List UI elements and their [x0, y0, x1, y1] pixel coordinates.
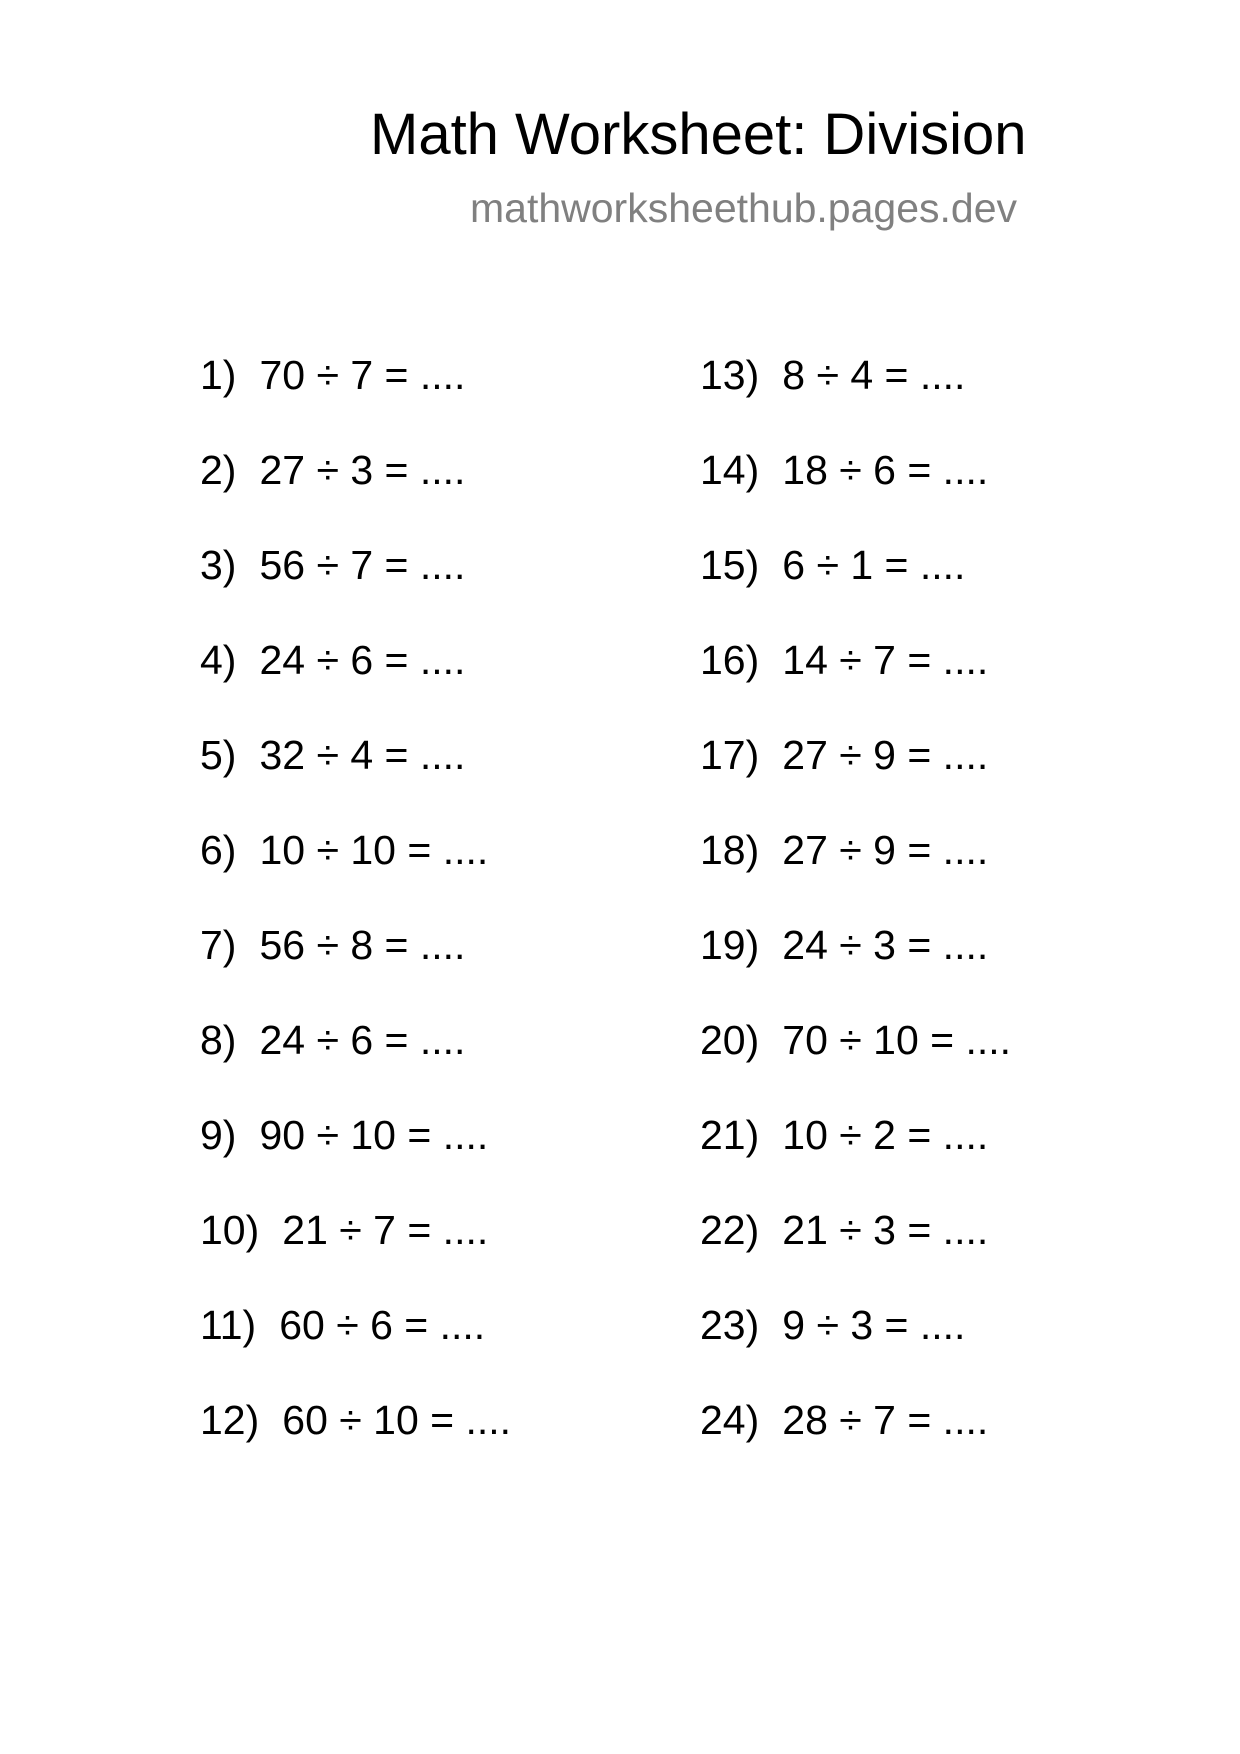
- problem-number: 2): [200, 447, 237, 493]
- problems-right-column: [700, 350, 1011, 1490]
- problem-number: 1): [200, 352, 237, 398]
- problem-expression: 70 ÷ 7 = ....: [259, 352, 466, 398]
- problem-item: [200, 1395, 511, 1490]
- problem-expression: 24 ÷ 3 = ....: [782, 922, 989, 968]
- problem-item: [700, 350, 1011, 445]
- problem-expression: 21 ÷ 7 = ....: [282, 1207, 489, 1253]
- problem-item: [700, 1015, 1011, 1110]
- problem-number: 14): [700, 447, 760, 493]
- problem-item: [700, 1110, 1011, 1205]
- problem-expression: 32 ÷ 4 = ....: [259, 732, 466, 778]
- problem-number: 17): [700, 732, 760, 778]
- problem-number: 12): [200, 1397, 260, 1443]
- problem-expression: 21 ÷ 3 = ....: [782, 1207, 989, 1253]
- problem-number: 19): [700, 922, 760, 968]
- problem-number: 24): [700, 1397, 760, 1443]
- problem-item: [200, 730, 511, 825]
- problem-number: 13): [700, 352, 760, 398]
- problem-item: [200, 920, 511, 1015]
- problem-expression: 18 ÷ 6 = ....: [782, 447, 989, 493]
- problem-item: [700, 730, 1011, 825]
- problem-item: [700, 1300, 1011, 1395]
- problem-number: 16): [700, 637, 760, 683]
- problem-expression: 27 ÷ 9 = ....: [782, 732, 989, 778]
- problem-number: 6): [200, 827, 237, 873]
- problem-expression: 10 ÷ 10 = ....: [259, 827, 489, 873]
- problem-item: [200, 540, 511, 635]
- problem-number: 7): [200, 922, 237, 968]
- problem-expression: 56 ÷ 8 = ....: [259, 922, 466, 968]
- page-title: Math Worksheet: Division: [370, 102, 1027, 167]
- problem-number: 9): [200, 1112, 237, 1158]
- problem-number: 20): [700, 1017, 760, 1063]
- problem-item: [200, 825, 511, 920]
- problem-item: [700, 1395, 1011, 1490]
- problem-number: 8): [200, 1017, 237, 1063]
- problem-expression: 60 ÷ 10 = ....: [282, 1397, 512, 1443]
- problem-expression: 27 ÷ 9 = ....: [782, 827, 989, 873]
- problem-expression: 9 ÷ 3 = ....: [782, 1302, 966, 1348]
- problem-item: [200, 635, 511, 730]
- problem-item: [700, 445, 1011, 540]
- problem-item: [200, 1300, 511, 1395]
- problem-expression: 8 ÷ 4 = ....: [782, 352, 966, 398]
- problem-expression: 27 ÷ 3 = ....: [259, 447, 466, 493]
- problem-expression: 56 ÷ 7 = ....: [259, 542, 466, 588]
- problem-number: 18): [700, 827, 760, 873]
- problem-number: 22): [700, 1207, 760, 1253]
- problem-item: [700, 825, 1011, 920]
- problem-item: [700, 1205, 1011, 1300]
- problem-expression: 14 ÷ 7 = ....: [782, 637, 989, 683]
- problem-expression: 24 ÷ 6 = ....: [259, 637, 466, 683]
- problem-number: 23): [700, 1302, 760, 1348]
- problem-item: [700, 540, 1011, 635]
- problem-item: [700, 920, 1011, 1015]
- problems-left-column: [200, 350, 511, 1490]
- problem-number: 4): [200, 637, 237, 683]
- problem-expression: 24 ÷ 6 = ....: [259, 1017, 466, 1063]
- page-subtitle: mathworksheethub.pages.dev: [470, 185, 1018, 231]
- problem-item: [200, 1015, 511, 1110]
- problem-expression: 70 ÷ 10 = ....: [782, 1017, 1012, 1063]
- problem-expression: 10 ÷ 2 = ....: [782, 1112, 989, 1158]
- problem-expression: 60 ÷ 6 = ....: [279, 1302, 486, 1348]
- problem-expression: 90 ÷ 10 = ....: [259, 1112, 489, 1158]
- problem-number: 11): [200, 1302, 257, 1348]
- problem-number: 3): [200, 542, 237, 588]
- problem-number: 5): [200, 732, 237, 778]
- problem-expression: 28 ÷ 7 = ....: [782, 1397, 989, 1443]
- problem-item: [200, 350, 511, 445]
- problem-number: 10): [200, 1207, 260, 1253]
- problem-number: 15): [700, 542, 760, 588]
- problem-number: 21): [700, 1112, 760, 1158]
- problem-item: [200, 1110, 511, 1205]
- problem-item: [200, 1205, 511, 1300]
- problem-expression: 6 ÷ 1 = ....: [782, 542, 966, 588]
- problem-item: [700, 635, 1011, 730]
- problem-item: [200, 445, 511, 540]
